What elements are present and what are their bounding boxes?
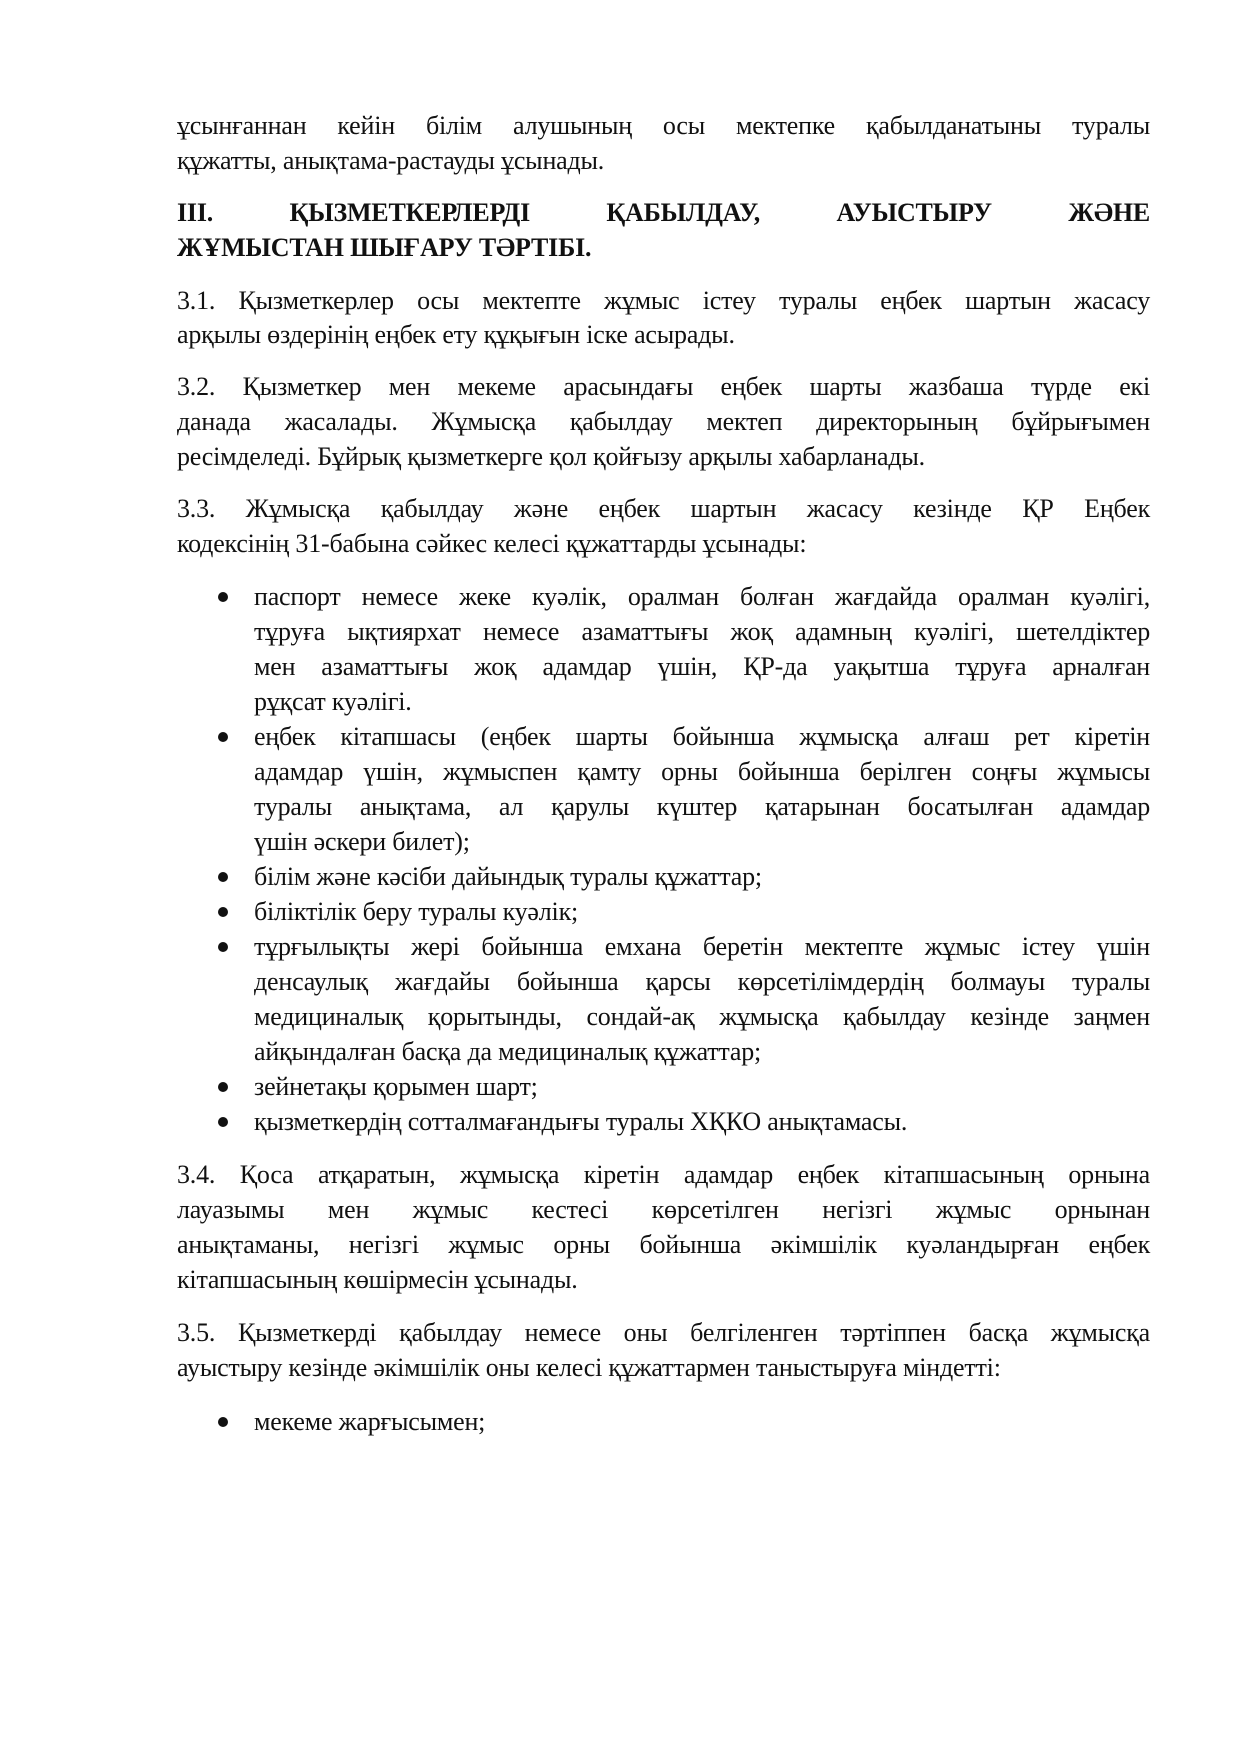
text-line: еңбек кітапшасы (еңбек шарты бойынша жұмысқа алғаш рет кіретін — [254, 722, 1150, 751]
text-line: ауыстыру кезінде әкімшілік оны келесі құжаттармен таныстыруға міндетті: — [177, 1353, 1001, 1382]
text-line: кітапшасының көшірмесін ұсынады. — [177, 1265, 578, 1294]
text-line: адамдар үшін, жұмыспен қамту орны бойынша берілген соңғы жұмысы — [254, 757, 1150, 786]
bullet-icon — [218, 942, 228, 952]
text-line: 3.3. Жұмысқа қабылдау және еңбек шартын жасасу кезінде ҚР Еңбек — [177, 494, 1150, 523]
text-line: 3.1. Қызметкерлер осы мектепте жұмыс істеу туралы еңбек шартын жасасу — [177, 286, 1150, 315]
text-line: мен азаматтығы жоқ адамдар үшін, ҚР-да уақытша тұруға арналған — [254, 652, 1150, 681]
text-line: туралы анықтама, ал қарулы күштер қатарынан босатылған адамдар — [254, 792, 1150, 821]
heading-line: ЖҰМЫСТАН ШЫҒАРУ ТӘРТІБІ. — [177, 233, 592, 262]
bullet-icon — [218, 592, 228, 602]
bullet-icon — [218, 907, 228, 917]
text-line: айқындалған басқа да медициналық құжаттар; — [254, 1037, 762, 1066]
text-line: арқылы өздерінің еңбек ету құқығын іске асырады. — [177, 320, 735, 349]
text-line: денсаулық жағдайы бойынша қарсы көрсетілімдердің болмауы туралы — [254, 967, 1150, 996]
text-line: құжатты, анықтама-растауды ұсынады. — [177, 146, 605, 175]
text-line: қызметкердің сотталмағандығы туралы ХҚКО анықтамасы. — [254, 1107, 908, 1136]
text-line: 3.2. Қызметкер мен мекеме арасындағы еңбек шарты жазбаша түрде екі — [177, 372, 1150, 401]
text-line: 3.4. Қоса атқаратын, жұмысқа кіретін адамдар еңбек кітапшасының орнына — [177, 1160, 1150, 1189]
text-line: зейнетақы қорымен шарт; — [254, 1072, 538, 1101]
text-line: медициналық қорытынды, сондай-ақ жұмысқа қабылдау кезінде заңмен — [254, 1002, 1150, 1031]
heading-line: ІІІ. ҚЫЗМЕТКЕРЛЕРДІ ҚАБЫЛДАУ, АУЫСТЫРУ ЖӘНЕ — [177, 198, 1150, 227]
bullet-icon — [218, 732, 228, 742]
text-line: 3.5. Қызметкерді қабылдау немесе оны белгіленген тәртіппен басқа жұмысқа — [177, 1318, 1150, 1347]
text-line: ресімделеді. Бұйрық қызметкерге қол қойғызу арқылы хабарланады. — [177, 442, 925, 471]
text-line: мекеме жарғысымен; — [254, 1407, 486, 1436]
text-line: лауазымы мен жұмыс кестесі көрсетілген негізгі жұмыс орнынан — [177, 1195, 1150, 1224]
text-line: кодексінің 31-бабына сәйкес келесі құжаттарды ұсынады: — [177, 529, 807, 558]
text-line: анықтаманы, негізгі жұмыс орны бойынша әкімшілік куәландырған еңбек — [177, 1230, 1150, 1259]
text-line: біліктілік беру туралы куәлік; — [254, 897, 579, 926]
text-line: ұсынғаннан кейін білім алушының осы мектепке қабылданатыны туралы — [177, 111, 1150, 140]
text-line: тұруға ықтиярхат немесе азаматтығы жоқ адамның куәлігі, шетелдіктер — [254, 617, 1150, 646]
text-line: паспорт немесе жеке куәлік, оралман болған жағдайда оралман куәлігі, — [254, 582, 1150, 611]
text-line: рұқсат куәлігі. — [254, 687, 412, 716]
bullet-icon — [218, 1417, 228, 1427]
text-line: данада жасалады. Жұмысқа қабылдау мектеп директорының бұйрығымен — [177, 407, 1150, 436]
text-line: білім және кәсіби дайындық туралы құжаттар; — [254, 862, 762, 891]
text-line: тұрғылықты жері бойынша емхана беретін мектепте жұмыс істеу үшін — [254, 932, 1150, 961]
bullet-icon — [218, 872, 228, 882]
text-line: үшін әскери билет); — [254, 827, 470, 856]
bullet-icon — [218, 1082, 228, 1092]
bullet-icon — [218, 1117, 228, 1127]
